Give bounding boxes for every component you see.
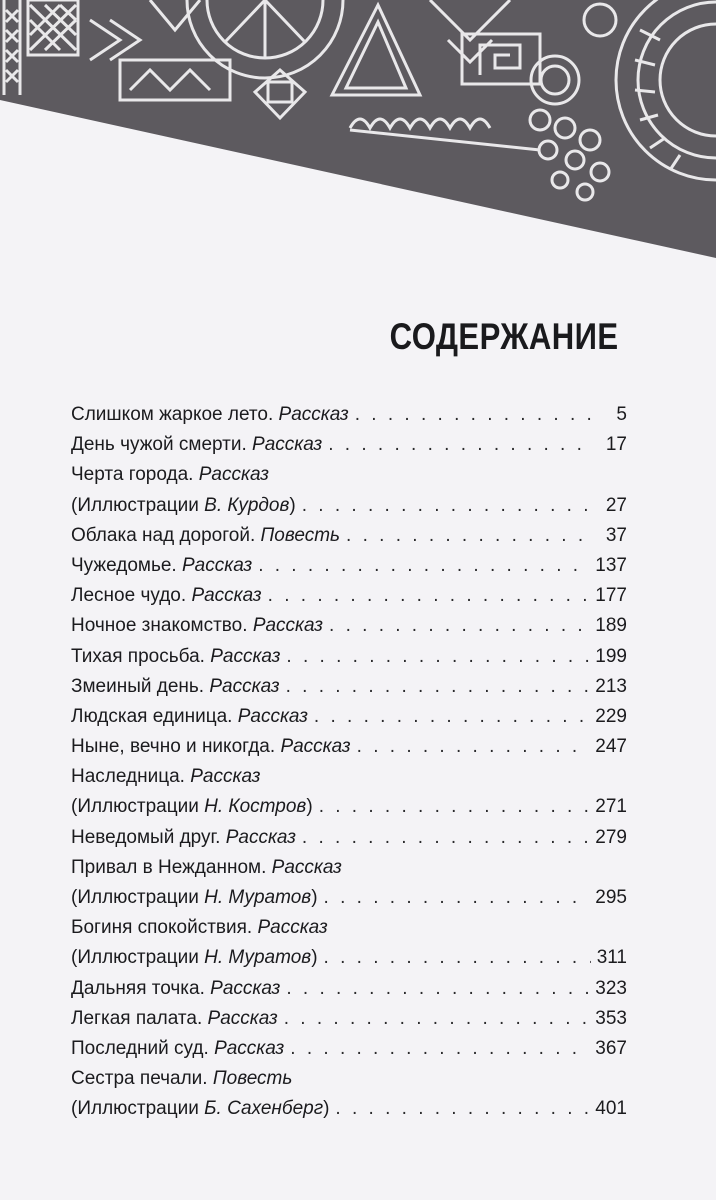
illustrations-prefix: (Иллюстрации xyxy=(71,796,199,818)
entry-page: 17 xyxy=(605,434,627,456)
leader-dots xyxy=(302,823,589,853)
entry-title: Сестра печали. xyxy=(71,1068,208,1090)
toc-entry xyxy=(71,460,627,520)
entry-genre: Рассказ xyxy=(190,766,261,788)
leader-dots xyxy=(290,1034,589,1064)
toc-entry xyxy=(71,853,627,913)
leader-dots xyxy=(329,611,589,641)
leader-dots xyxy=(286,642,589,672)
entry-title: Ночное знакомство. xyxy=(71,615,248,637)
entry-title: Слишком жаркое лето. xyxy=(71,404,274,425)
leader-dots xyxy=(286,672,590,702)
illustrations-prefix: (Иллюстрации xyxy=(71,1098,199,1120)
entry-illustrator: Б. Сахенберг xyxy=(204,1098,324,1120)
entry-page: 311 xyxy=(596,947,627,969)
leader-dots xyxy=(328,430,591,460)
entry-genre: Рассказ xyxy=(210,645,281,667)
entry-page: 295 xyxy=(595,887,627,908)
entry-genre: Рассказ xyxy=(207,1007,278,1029)
leader-dots xyxy=(286,974,589,1004)
leader-dots xyxy=(258,551,589,581)
entry-genre: Рассказ xyxy=(252,434,323,456)
entry-page: 177 xyxy=(595,585,627,607)
toc-entry xyxy=(71,1034,627,1064)
entry-illustrator: Н. Муратов xyxy=(204,887,312,908)
toc-entry xyxy=(71,581,627,611)
toc-entry xyxy=(71,732,627,762)
entry-page: 37 xyxy=(605,524,627,546)
entry-genre: Рассказ xyxy=(191,585,262,607)
entry-title: Наследница. xyxy=(71,766,185,788)
leader-dots xyxy=(324,883,590,913)
entry-title: Привал в Нежданном. xyxy=(71,856,267,878)
illustrations-prefix: (Иллюстрации xyxy=(71,947,199,969)
entry-illustrator: В. Курдов xyxy=(204,494,290,516)
entry-genre: Рассказ xyxy=(181,554,253,576)
entry-genre: Рассказ xyxy=(209,675,280,697)
toc-entry xyxy=(71,551,627,581)
illustrations-suffix: ) xyxy=(311,947,318,969)
entry-genre: Рассказ xyxy=(257,917,328,939)
toc-entry xyxy=(71,762,627,822)
entry-title: Людская единица. xyxy=(71,705,233,727)
illustrations-suffix: ) xyxy=(311,887,318,908)
entry-illustrator: Н. Костров xyxy=(204,796,307,818)
entry-page: 353 xyxy=(595,1007,627,1029)
entry-genre: Повесть xyxy=(212,1068,293,1090)
table-of-contents xyxy=(71,400,627,1125)
entry-genre: Рассказ xyxy=(225,826,296,848)
toc-entry xyxy=(71,913,627,973)
entry-page: 271 xyxy=(595,796,627,818)
entry-title: Чужедомье. xyxy=(71,554,177,576)
entry-genre: Рассказ xyxy=(237,705,308,727)
entry-illustrator: Н. Муратов xyxy=(204,947,312,969)
entry-genre: Рассказ xyxy=(252,615,324,637)
illustrations-prefix: (Иллюстрации xyxy=(71,887,199,908)
entry-title: Тихая просьба. xyxy=(71,645,205,667)
entry-page: 247 xyxy=(595,736,627,758)
entry-title: Лесное чудо. xyxy=(71,585,187,607)
entry-genre: Рассказ xyxy=(198,464,269,486)
illustrations-prefix: (Иллюстрации xyxy=(71,494,199,516)
decorative-ornament-band xyxy=(0,0,716,260)
leader-dots xyxy=(355,400,591,430)
entry-title: Богиня спокойствия. xyxy=(71,917,253,939)
leader-dots xyxy=(319,792,590,822)
entry-title: Последний суд. xyxy=(71,1037,209,1059)
entry-page: 229 xyxy=(595,705,627,727)
leader-dots xyxy=(302,491,591,521)
entry-title: Неведомый друг. xyxy=(71,826,221,848)
entry-genre: Рассказ xyxy=(214,1037,285,1059)
entry-page: 137 xyxy=(595,554,627,576)
entry-page: 367 xyxy=(595,1037,627,1059)
leader-dots xyxy=(314,702,589,732)
toc-entry xyxy=(71,400,627,430)
entry-title: Облака над дорогой. xyxy=(71,524,256,546)
leader-dots xyxy=(335,1094,589,1124)
entry-page: 5 xyxy=(616,404,627,425)
illustrations-suffix: ) xyxy=(323,1098,330,1120)
toc-entry xyxy=(71,672,627,702)
entry-title: Змеиный день. xyxy=(71,675,205,697)
toc-entry xyxy=(71,521,627,551)
entry-page: 189 xyxy=(595,615,627,637)
leader-dots xyxy=(324,943,591,973)
illustrations-suffix: ) xyxy=(289,494,296,516)
illustrations-suffix: ) xyxy=(306,796,313,818)
entry-title: Ныне, вечно и никогда. xyxy=(71,736,276,758)
entry-genre: Рассказ xyxy=(280,736,351,758)
entry-page: 401 xyxy=(595,1098,627,1120)
toc-entry xyxy=(71,611,627,641)
entry-page: 27 xyxy=(605,494,627,516)
entry-title: Легкая палата. xyxy=(71,1007,203,1029)
entry-genre: Рассказ xyxy=(278,404,349,425)
entry-title: Черта города. xyxy=(71,464,194,486)
leader-dots xyxy=(268,581,590,611)
entry-genre: Рассказ xyxy=(271,856,342,878)
toc-entry xyxy=(71,702,627,732)
entry-page: 213 xyxy=(595,675,627,697)
entry-title: День чужой смерти. xyxy=(71,434,247,456)
entry-page: 323 xyxy=(595,977,627,999)
toc-entry xyxy=(71,1004,627,1034)
toc-entry xyxy=(71,974,627,1004)
toc-entry xyxy=(71,823,627,853)
toc-entry xyxy=(71,642,627,672)
leader-dots xyxy=(357,732,590,762)
entry-page: 279 xyxy=(595,826,627,848)
entry-genre: Рассказ xyxy=(210,977,281,999)
leader-dots xyxy=(346,521,591,551)
leader-dots xyxy=(284,1004,590,1034)
page-title: СОДЕРЖАНИЕ xyxy=(389,316,618,357)
toc-entry xyxy=(71,430,627,460)
toc-entry xyxy=(71,1064,627,1124)
entry-genre: Повесть xyxy=(260,524,341,546)
entry-page: 199 xyxy=(595,645,627,667)
entry-title: Дальняя точка. xyxy=(71,977,205,999)
